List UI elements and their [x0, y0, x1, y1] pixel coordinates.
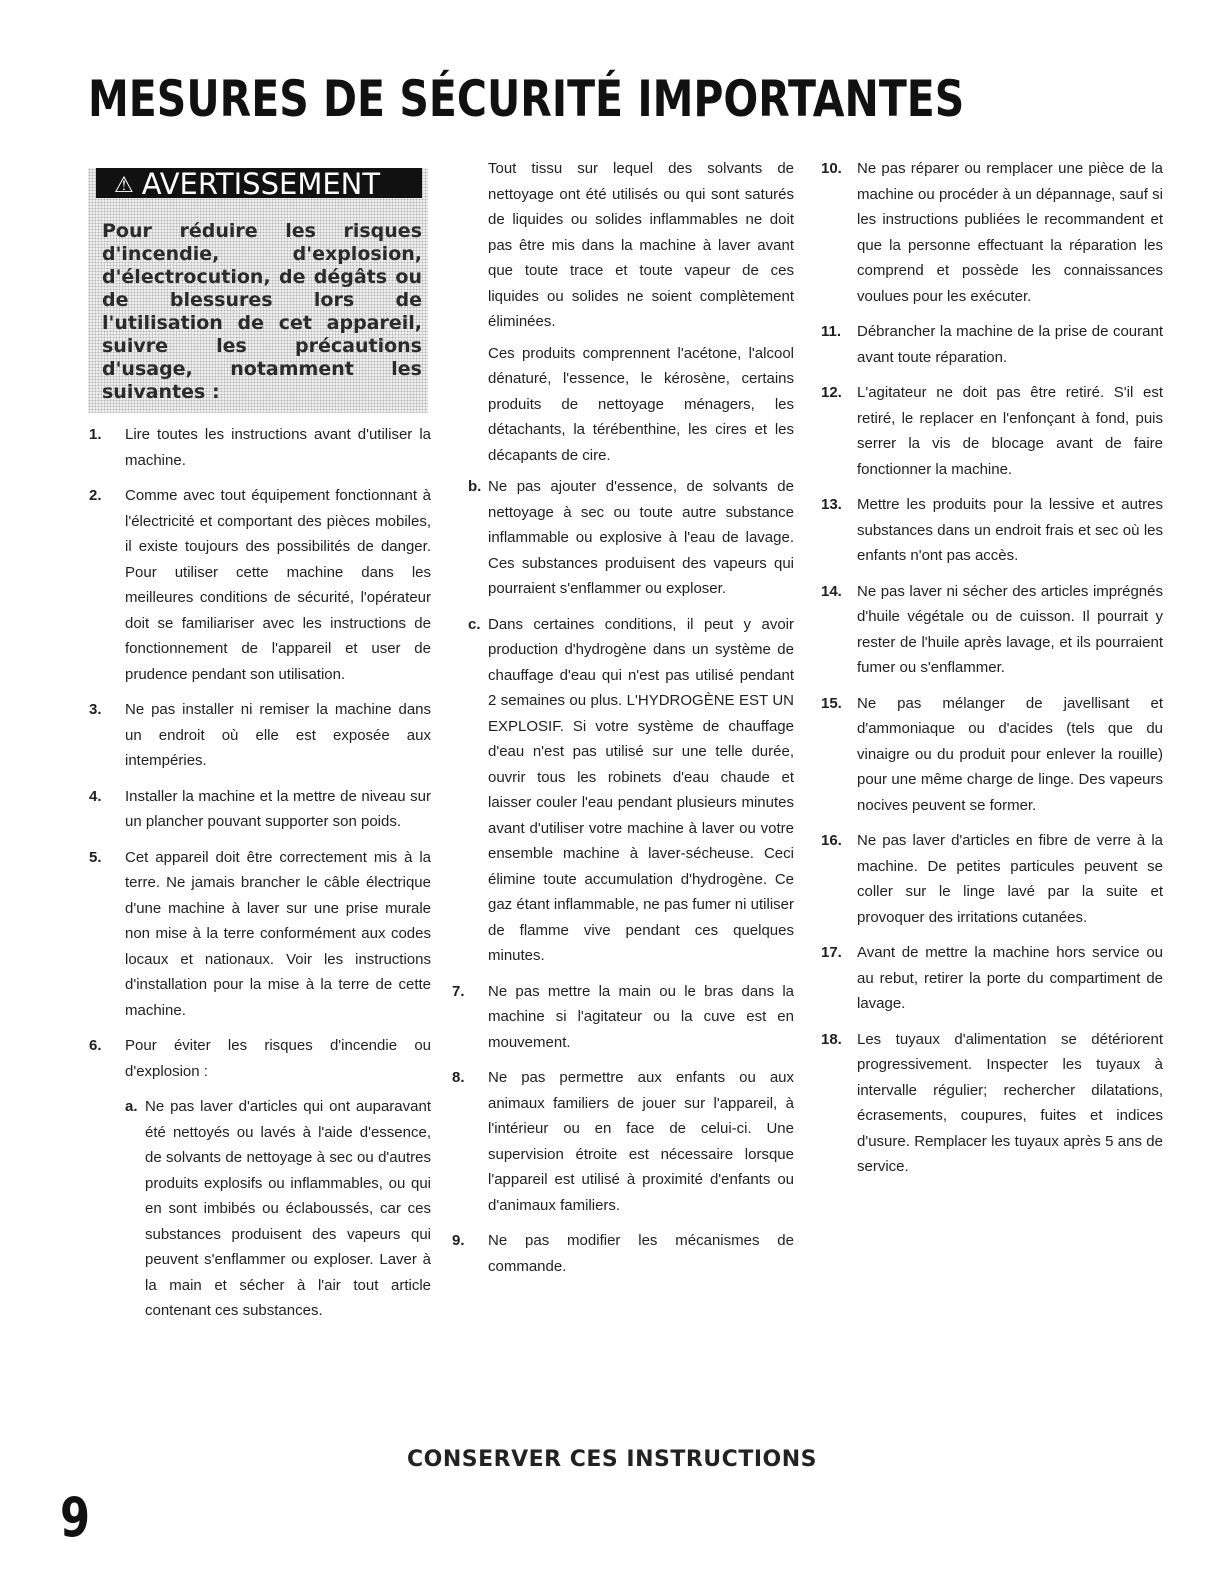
- column-3: [821, 156, 1163, 1190]
- sub-item-letter: b.: [468, 478, 482, 495]
- item-text: Comme avec tout équipement fonctionnant à l'électricité et comportant des pièces mobiles, il existe toujours des possibilités de danger. Pour utiliser cette machine dans les meilleures conditions de sécurité, l'opérateur doit se familiariser avec les instructions de fonctionnement de l'appareil et user de prudence pendant son utilisation.: [125, 487, 431, 683]
- item-text: Débrancher la machine de la prise de courant avant toute réparation.: [857, 323, 1163, 366]
- item-text: Avant de mettre la machine hors service ou au rebut, retirer la porte du compartiment de lavage.: [857, 944, 1163, 1012]
- paragraph: Ces produits comprennent l'acétone, l'alcool dénaturé, l'essence, le kérosène, certains produits de nettoyage ménagers, les détachants, la térébenthine, les cires et les décapants de cire.: [488, 344, 794, 464]
- list-item: [89, 784, 431, 835]
- list-item: [452, 979, 794, 1056]
- item-number: 3.: [89, 701, 102, 718]
- item-number: 16.: [821, 832, 842, 849]
- item-text: Ne pas mettre la main ou le bras dans la machine si l'agitateur ou la cuve est en mouvement.: [488, 982, 794, 1051]
- item-text: Les tuyaux d'alimentation se détériorent progressivement. Inspecter les tuyaux à intervalle régulier; rechercher dilatations, écrasements, coupures, fuites et indices d'usure. Remplacer les tuyaux après 5 ans de service.: [857, 1030, 1163, 1175]
- warning-label: AVERTISSEMENT: [141, 167, 381, 201]
- item-number: 6.: [89, 1037, 102, 1054]
- sub-item-c: [468, 612, 794, 969]
- item-number: 18.: [821, 1030, 842, 1048]
- item-text: Ne pas réparer ou remplacer une pièce de la machine ou procéder à un dépannage, sauf si les instructions publiées le recommandent et que la personne effectuant la réparation les comprend et possède les connaissances voulues pour les exécuter.: [857, 160, 1163, 305]
- warning-box: [88, 168, 428, 413]
- item-number: 14.: [821, 582, 842, 600]
- sub-item-a: [125, 1094, 431, 1324]
- list-item: [821, 380, 1163, 482]
- warning-triangle-icon: ⚠: [114, 173, 134, 198]
- list-item: [89, 845, 431, 1024]
- footer-title: CONSERVER CES INSTRUCTIONS: [407, 1447, 817, 1472]
- item-text: Ne pas modifier les mécanismes de commande.: [488, 1232, 794, 1275]
- list-item: [821, 1027, 1163, 1180]
- item-text: Cet appareil doit être correctement mis à la terre. Ne jamais brancher le câble électrique d'une machine à laver sur une prise murale non mise à la terre conformément aux codes locaux et nationaux. Voir les instructions d'installation pour la mise à la terre de cette machine.: [125, 848, 431, 1019]
- page-title: MESURES DE SÉCURITÉ IMPORTANTES: [88, 70, 965, 128]
- page-number: 9: [60, 1486, 91, 1549]
- list-item: [821, 828, 1163, 930]
- sub-item-b: [468, 474, 794, 602]
- warning-header: [96, 167, 422, 201]
- item-number: 13.: [821, 496, 842, 513]
- item-text: Pour éviter les risques d'incendie ou d'explosion :: [125, 1037, 431, 1080]
- item-number: 7.: [452, 982, 465, 1000]
- list-item: [89, 483, 431, 687]
- paragraph: Tout tissu sur lequel des solvants de nettoyage ont été utilisés ou qui sont saturés de liquides ou solides inflammables ne doit pas être mis dans la machine à laver avant que toute trace et toute vapeur de ces liquides ou solides ne soient complètement éliminées.: [488, 160, 794, 330]
- item-text: Ne pas laver ni sécher des articles imprégnés d'huile végétale ou de cuisson. Il pourrait y rester de l'huile après lavage, et ils pourraient fumer ou s'enflammer.: [857, 582, 1163, 676]
- list-item: [821, 492, 1163, 569]
- item-number: 2.: [89, 487, 102, 504]
- list-item: [452, 1065, 794, 1218]
- item-text: L'agitateur ne doit pas être retiré. S'il est retiré, le replacer en l'enfonçant à fond, puis serrer la vis de blocage avant de faire fonctionner la machine.: [857, 384, 1163, 478]
- item-text: Ne pas mélanger de javellisant et d'ammoniaque ou d'acides (tels que du vinaigre ou du produit pour enlever la rouille) pour une même charge de linge. Des vapeurs nocives peuvent se former.: [857, 694, 1163, 814]
- item-text: Ne pas installer ni remiser la machine dans un endroit où elle est exposée aux intempéries.: [125, 701, 431, 769]
- list-item: [452, 1228, 794, 1279]
- column-2: [452, 156, 794, 1289]
- sub-item-text: Ne pas laver d'articles qui ont auparavant été nettoyés ou lavés à l'aide d'essence, de solvants de nettoyage à sec ou d'autres produits explosifs ou inflammables, ou qui en sont imbibés ou éclaboussés, car ces substances produisent des vapeurs qui peuvent s'enflammer ou exploser. Laver à la main et sécher à l'air tout article contenant ces substances.: [145, 1098, 431, 1319]
- column-1: [89, 422, 431, 1334]
- item-number: 8.: [452, 1069, 465, 1086]
- list-item: [89, 1033, 431, 1084]
- list-item: [89, 422, 431, 473]
- item-number: 15.: [821, 694, 842, 712]
- list-item: [821, 156, 1163, 309]
- item-number: 17.: [821, 944, 842, 961]
- sub-item-letter: c.: [468, 615, 481, 633]
- list-item: [821, 579, 1163, 681]
- item-text: Installer la machine et la mettre de niveau sur un plancher pouvant supporter son poids.: [125, 787, 431, 830]
- sub-item-letter: a.: [125, 1098, 138, 1115]
- item-number: 12.: [821, 384, 842, 401]
- item-number: 10.: [821, 160, 842, 177]
- item-number: 9.: [452, 1232, 465, 1249]
- item-number: 11.: [821, 323, 842, 340]
- list-item: [821, 691, 1163, 819]
- item-text: Lire toutes les instructions avant d'utiliser la machine.: [125, 426, 431, 469]
- item-text: Ne pas laver d'articles en fibre de verre à la machine. De petites particules peuvent se coller sur le linge lavé par la suite et provoquer des irritations cutanées.: [857, 832, 1163, 926]
- sub-item-text: Dans certaines conditions, il peut y avoir production d'hydrogène dans un système de chauffage d'eau qui n'est pas utilisé pendant 2 semaines ou plus. L'HYDROGÈNE EST UN EXPLOSIF. Si votre système de chauffage d'eau n'est pas utilisé sur une telle durée, ouvrir tous les robinets d'eau chaude et laisser couler l'eau pendant plusieurs minutes avant d'utiliser votre machine à laver ou votre ensemble machine à laver-sécheuse. Ceci élimine toute accumulation d'hydrogène. Ce gaz étant inflammable, ne pas fumer ni utiliser de flamme vive pendant ces quelques minutes.: [488, 615, 794, 964]
- item-text: Ne pas permettre aux enfants ou aux animaux familiers de jouer sur l'appareil, à l'intérieur ou en face de celui-ci. Une supervision étroite est nécessaire lorsque l'appareil est utilisé à proximité d'enfants ou d'animaux familiers.: [488, 1069, 794, 1214]
- warning-text: Pour réduire les risques d'incendie, d'explosion, d'électrocution, de dégâts ou de blessures lors de l'utilisation de cet appareil, suivre les précautions d'usage, notamment les suivantes :: [102, 220, 422, 403]
- list-item: [821, 319, 1163, 370]
- item-number: 5.: [89, 848, 102, 866]
- item-text: Mettre les produits pour la lessive et autres substances dans un endroit frais et sec où les enfants n'ont pas accès.: [857, 496, 1163, 564]
- item-number: 4.: [89, 787, 102, 805]
- list-item: [821, 940, 1163, 1017]
- item-number: 1.: [89, 426, 102, 443]
- list-item: [89, 697, 431, 774]
- sub-item-text: Ne pas ajouter d'essence, de solvants de nettoyage à sec ou toute autre substance inflammable ou explosive à l'eau de lavage. Ces substances produisent des vapeurs qui pourraient s'enflammer ou exploser.: [488, 478, 794, 597]
